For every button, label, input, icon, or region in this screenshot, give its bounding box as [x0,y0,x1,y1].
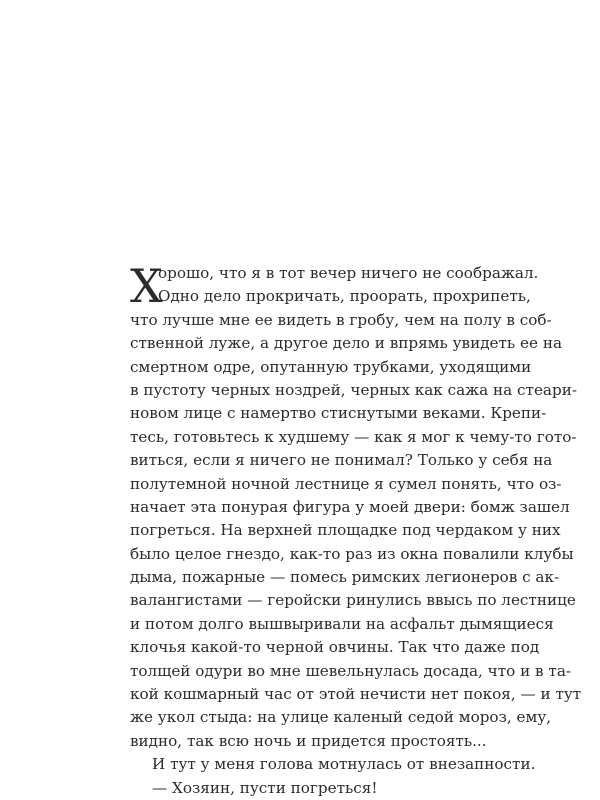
text-line: тесь, готовьтесь к худшему — как я мог к чему-то гото- [130,427,577,446]
text-line: видно, так всю ночь и придется простоять... [130,731,487,750]
body-text [130,259,582,800]
text-line: клочья какой-то черной овчины. Так что даже под [130,638,540,657]
text-line: полутемной ночной лестнице я сумел понять, что оз- [130,474,562,493]
text-line: виться, если я ничего не понимал? Только у себя на [130,451,553,470]
text-line: же укол стыда: на улице каленый седой мороз, ему, [130,708,552,727]
text-line: — Хозяин, пусти погреться! [152,778,378,797]
text-line: толщей одури во мне шевельнулась досада, что и в та- [130,661,572,680]
text-line: погреться. На верхней площадке под чердаком у них [130,521,561,540]
text-line: что лучше мне ее видеть в гробу, чем на полу в соб- [130,310,552,329]
text-line: и потом долго вышвыривали на асфальт дымящиеся [130,614,554,633]
text-line: ственной луже, а другое дело и впрямь увидеть ее на [130,334,563,353]
drop-cap: Х [130,259,163,313]
text-line: новом лице с намертво стиснутыми веками. Крепи- [130,404,547,423]
text-line: начает эта понурая фигура у моей двери: бомж зашел [130,497,570,516]
text-line: орошо, что я в тот вечер ничего не соображал. [158,264,539,282]
text-line: в пустоту черных ноздрей, черных как сажа на стеари- [130,380,577,399]
text-line: кой кошмарный час от этой нечисти нет покоя, — и тут [130,685,582,704]
text-line: Одно дело прокричать, проорать, прохрипеть, [158,287,531,306]
text-line: валангистами — геройски ринулись ввысь по лестнице [130,591,576,610]
text-line: было целое гнездо, как-то раз из окна повалили клубы [130,544,574,563]
text-line: дыма, пожарные — помесь римских легионеров с ак- [130,568,560,587]
text-line: смертном одре, опутанную трубками, уходящими [130,357,532,376]
text-line: И тут у меня голова мотнулась от внезапности. [152,755,536,774]
